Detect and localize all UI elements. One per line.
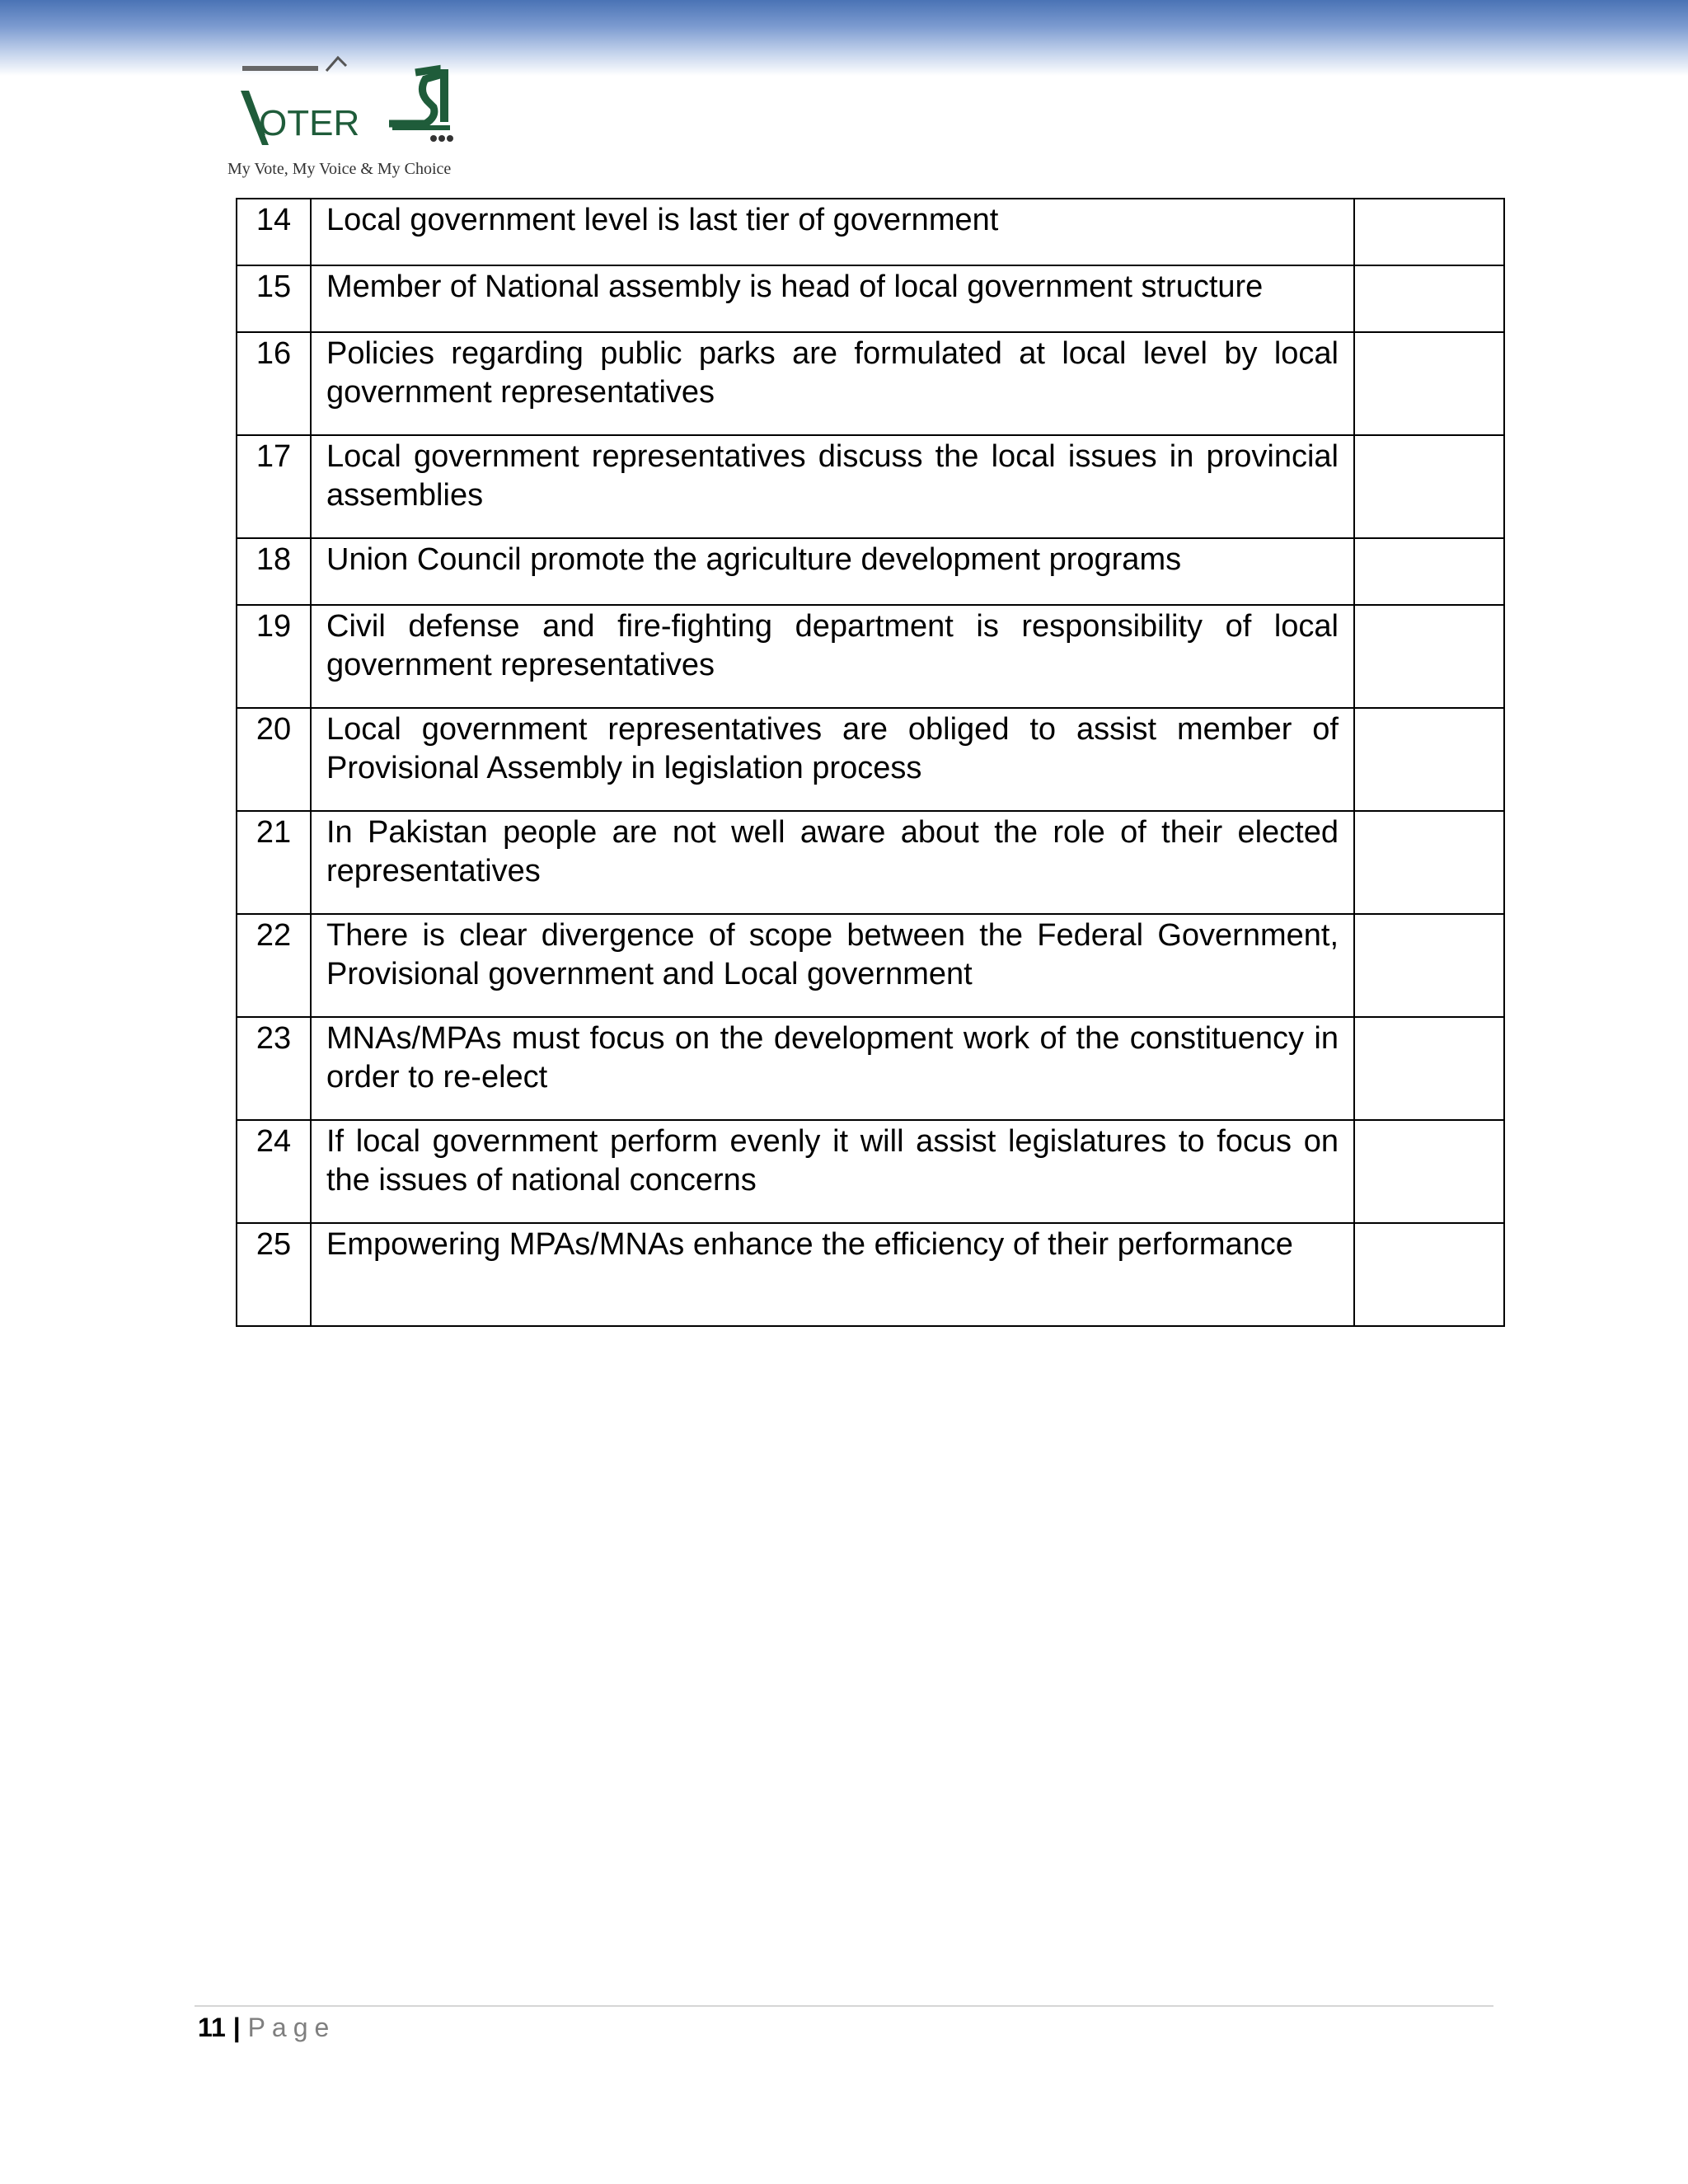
response-cell[interactable] <box>1354 1120 1504 1223</box>
row-number: 23 <box>237 1017 311 1120</box>
table-row <box>237 1223 1504 1326</box>
table-row <box>237 1120 1504 1223</box>
row-number: 16 <box>237 332 311 435</box>
survey-table <box>236 198 1505 1327</box>
voter-logo-mark <box>224 53 471 160</box>
row-statement: Local government representatives discuss the local issues in provincial assemblies <box>311 435 1354 538</box>
footer-divider <box>195 2005 1493 2007</box>
footer-separator: | <box>232 2013 241 2042</box>
row-number: 25 <box>237 1223 311 1326</box>
response-cell[interactable] <box>1354 538 1504 605</box>
row-number: 18 <box>237 538 311 605</box>
row-statement: In Pakistan people are not well aware about the role of their elected representatives <box>311 811 1354 914</box>
response-cell[interactable] <box>1354 332 1504 435</box>
row-statement: There is clear divergence of scope between the Federal Government, Provisional government and Local government <box>311 914 1354 1017</box>
response-cell[interactable] <box>1354 435 1504 538</box>
table-row <box>237 811 1504 914</box>
response-cell[interactable] <box>1354 1017 1504 1120</box>
response-cell[interactable] <box>1354 1223 1504 1326</box>
row-number: 19 <box>237 605 311 708</box>
table-row <box>237 332 1504 435</box>
row-number: 15 <box>237 265 311 332</box>
table-row <box>237 708 1504 811</box>
table-row <box>237 1017 1504 1120</box>
response-cell[interactable] <box>1354 199 1504 265</box>
row-number: 14 <box>237 199 311 265</box>
logo-text: OTER <box>259 103 360 143</box>
row-statement: Union Council promote the agriculture development programs <box>311 538 1354 605</box>
table-row <box>237 538 1504 605</box>
response-cell[interactable] <box>1354 265 1504 332</box>
row-number: 24 <box>237 1120 311 1223</box>
response-cell[interactable] <box>1354 605 1504 708</box>
row-number: 17 <box>237 435 311 538</box>
row-statement: Local government level is last tier of government <box>311 199 1354 265</box>
table-row <box>237 435 1504 538</box>
row-statement: Member of National assembly is head of local government structure <box>311 265 1354 332</box>
row-statement: Empowering MPAs/MNAs enhance the efficiency of their performance <box>311 1223 1354 1326</box>
table-row <box>237 605 1504 708</box>
row-statement: Civil defense and fire-fighting department is responsibility of local government representatives <box>311 605 1354 708</box>
table-row <box>237 265 1504 332</box>
response-cell[interactable] <box>1354 708 1504 811</box>
row-number: 22 <box>237 914 311 1017</box>
row-statement: Local government representatives are obliged to assist member of Provisional Assembly in legislation process <box>311 708 1354 811</box>
row-number: 20 <box>237 708 311 811</box>
voter-logo <box>224 53 471 185</box>
row-statement: MNAs/MPAs must focus on the development work of the constituency in order to re-elect <box>311 1017 1354 1120</box>
page-label: Page <box>247 2013 336 2042</box>
logo-tagline: My Vote, My Voice & My Choice <box>227 160 452 178</box>
row-statement: Policies regarding public parks are formulated at local level by local government representatives <box>311 332 1354 435</box>
row-statement: If local government perform evenly it will assist legislatures to focus on the issues of national concerns <box>311 1120 1354 1223</box>
page-number: 11 <box>198 2013 226 2042</box>
page-footer <box>198 2013 335 2043</box>
table-row <box>237 199 1504 265</box>
row-number: 21 <box>237 811 311 914</box>
response-cell[interactable] <box>1354 914 1504 1017</box>
response-cell[interactable] <box>1354 811 1504 914</box>
table-row <box>237 914 1504 1017</box>
